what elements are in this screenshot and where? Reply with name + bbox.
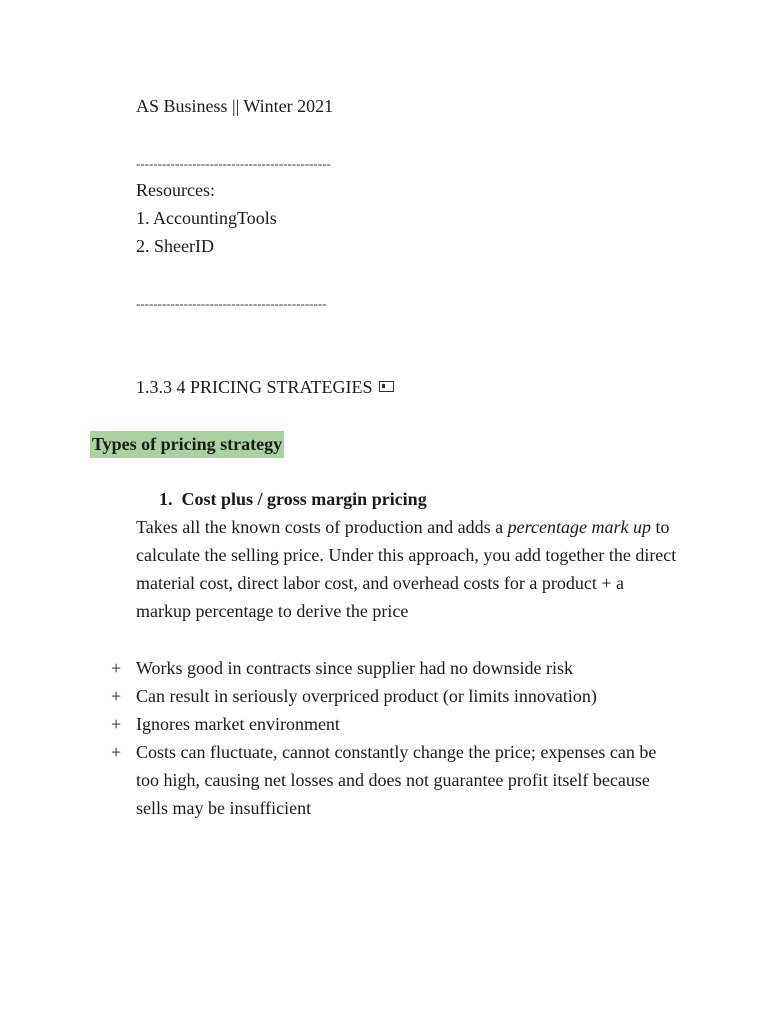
bullet-marker: +	[111, 686, 122, 706]
list-item: Ignores market environment	[136, 714, 340, 734]
strategy-title: Cost plus / gross margin pricing	[181, 489, 427, 509]
strategy-number: 1.	[159, 489, 173, 509]
strategy-heading	[159, 488, 427, 510]
list-item: Works good in contracts since supplier had no downside risk	[136, 658, 573, 678]
bullet-marker: +	[111, 658, 122, 678]
list-item: Costs can fluctuate, cannot constantly change the price; expenses can be too high, causing net losses and does not guarantee profit itself because sells may be insufficient	[136, 742, 657, 818]
resource-item: 2. SheerID	[136, 236, 214, 256]
description-text: Takes all the known costs of production and adds a	[136, 517, 508, 537]
resource-item: 1. AccountingTools	[136, 208, 277, 228]
document-icon	[379, 381, 394, 392]
section-heading	[136, 376, 394, 398]
bullet-marker: +	[111, 714, 122, 734]
list-item: Can result in seriously overpriced product (or limits innovation)	[136, 686, 597, 706]
resources-label: Resources:	[136, 180, 215, 200]
description-text-cont: to calculate the selling price. Under this approach, you add together the direct material cost, direct labor cost, and overhead costs for a product + a markup percentage to derive the price	[136, 517, 677, 621]
types-heading: Types of pricing strategy	[90, 431, 284, 458]
bullet-marker: +	[111, 742, 122, 762]
description-emphasis: percentage mark up	[507, 517, 651, 537]
doc-title: AS Business || Winter 2021	[136, 96, 334, 116]
divider-bottom: --------------------------------------------	[136, 296, 327, 311]
divider-top: ---------------------------------------------	[136, 156, 331, 171]
section-title: 1.3.3 4 PRICING STRATEGIES	[136, 377, 373, 397]
strategy-description	[136, 513, 681, 625]
